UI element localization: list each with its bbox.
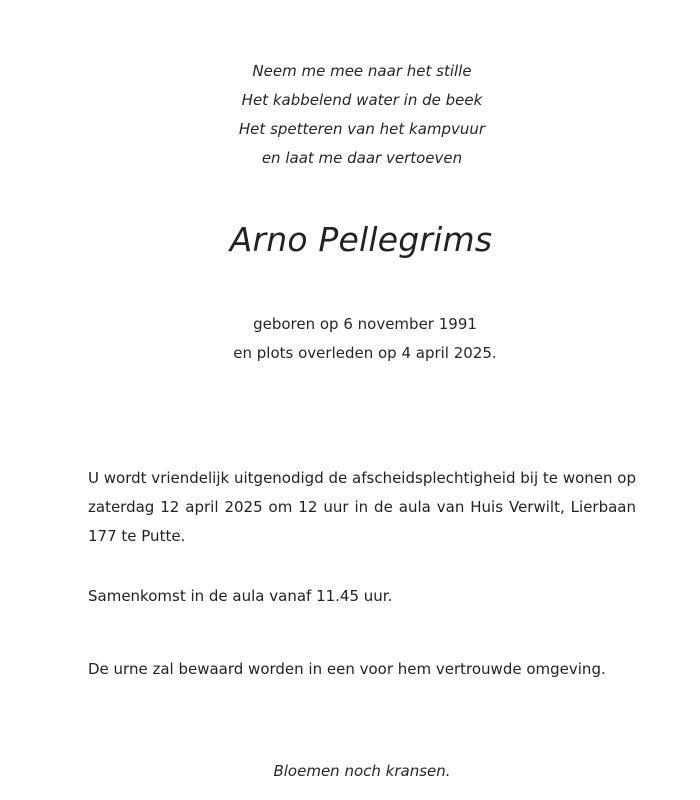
invitation-paragraph: U wordt vriendelijk uitgenodigd de afscheidsplechtigheid bij te wonen op zaterdag 12 april 2025 om 12 uur in de aula van Huis Verwilt, Lierbaan 177 te Putte. bbox=[88, 469, 636, 545]
birth-date: geboren op 6 november 1991 bbox=[253, 315, 477, 333]
gathering-paragraph: Samenkomst in de aula vanaf 11.45 uur. bbox=[88, 587, 393, 605]
poem bbox=[0, 57, 700, 173]
deceased-name: Arno Pellegrims bbox=[229, 220, 493, 259]
closing-note: Bloemen noch kransen. bbox=[273, 762, 451, 780]
urn-paragraph: De urne zal bewaard worden in een voor hem vertrouwde omgeving. bbox=[88, 660, 606, 678]
life-dates bbox=[0, 310, 700, 368]
poem-line: Het spetteren van het kampvuur bbox=[238, 120, 486, 138]
death-date: en plots overleden op 4 april 2025. bbox=[233, 344, 497, 362]
poem-line: Neem me mee naar het stille bbox=[252, 62, 472, 80]
poem-line: Het kabbelend water in de beek bbox=[241, 91, 483, 109]
poem-line: en laat me daar vertoeven bbox=[261, 149, 463, 167]
